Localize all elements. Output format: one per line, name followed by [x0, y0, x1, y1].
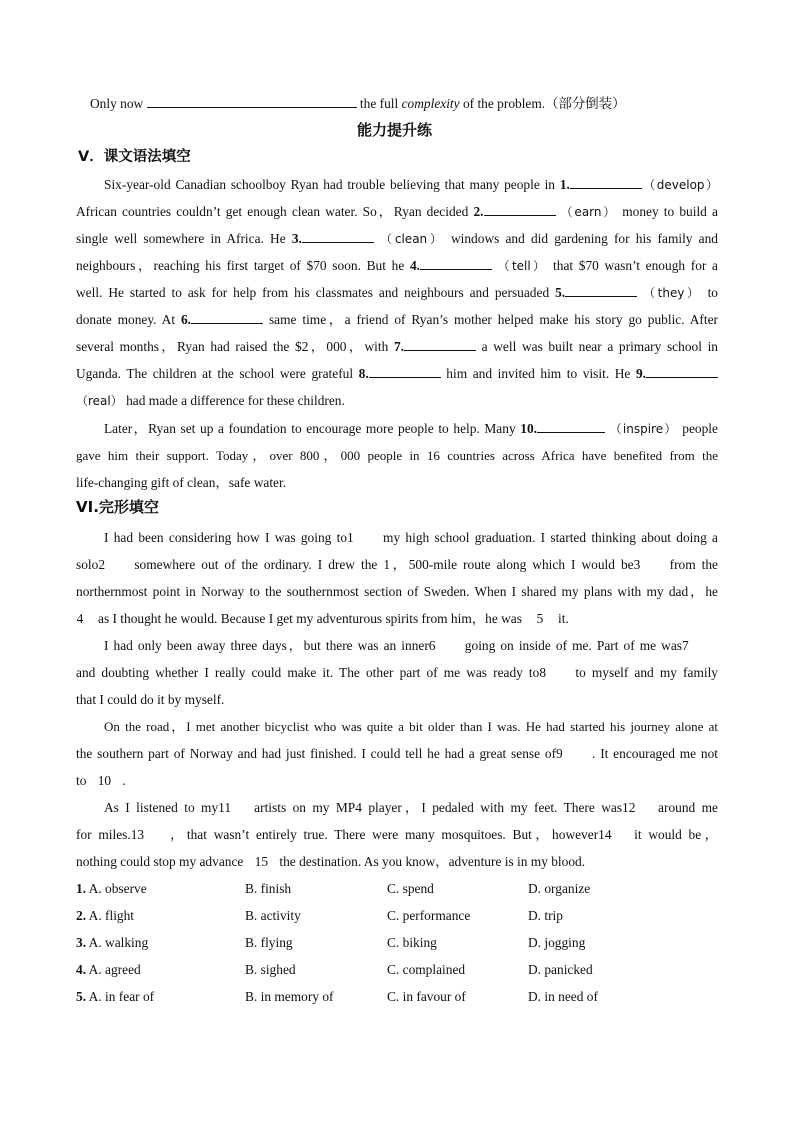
cloze-line: nothing could stop my advance 15 the destination. As you know，adventure is in my blood. [76, 854, 586, 869]
cloze-line: As I listened to my11 artists on my MP4 player，I pedaled with my feet. There was12 around me [104, 800, 719, 815]
cloze-gap[interactable]: 3 [633, 557, 641, 572]
answer-blank-6[interactable] [191, 311, 263, 324]
cloze-gap[interactable]: 6 [428, 638, 436, 653]
option-a[interactable]: 1. A. observe [76, 881, 147, 896]
cloze-line: I had only been away three days，but there was an inner6 going on inside of me. Part of me was7 [104, 637, 718, 655]
option-c[interactable]: C. complained [387, 962, 466, 977]
cloze-gap[interactable]: 4 [76, 611, 84, 626]
cloze-gap[interactable]: 11 [218, 800, 232, 815]
grammar-line: donate money. At 6. same time，a friend of Ryan’s mother helped make his story go public. After [76, 312, 718, 327]
cloze-line: for miles.13 ，that wasn’t entirely true. There were many mosquitoes. But，however14 it would be， [76, 827, 718, 842]
answer-blank-2[interactable] [484, 203, 556, 216]
option-c[interactable]: C. in favour of [387, 989, 466, 1004]
option-a[interactable]: 5. A. in fear of [76, 989, 155, 1004]
answer-blank-9[interactable] [646, 365, 718, 378]
grammar-line: African countries couldn’t get enough clean water. So，Ryan decided 2. （earn） money to build a [76, 204, 718, 219]
option-b[interactable]: B. flying [245, 935, 293, 950]
option-c[interactable]: C. spend [387, 881, 434, 896]
option-b[interactable]: B. in memory of [245, 989, 334, 1004]
cloze-line: On the road，I met another bicyclist who was quite a bit older than I was. He had started his journey alone at [104, 719, 718, 734]
grammar-line: Six-year-old Canadian schoolboy Ryan had trouble believing that many people in 1. （develop） [104, 177, 718, 192]
grammar-line: Uganda. The children at the school were grateful 8. him and invited him to visit. He 9. [76, 365, 718, 383]
cloze-gap[interactable]: 15 [254, 854, 269, 869]
top-sentence: Only now the full complexity of the problem.（部分倒装） [90, 96, 626, 112]
cloze-gap[interactable]: 7 [682, 638, 689, 653]
grammar-line: neighbours，reaching his first target of $70 soon. But he 4. （tell） that $70 wasn’t enough for a [76, 258, 718, 273]
grammar-line: several months，Ryan had raised the $2，000，with 7. a well was built near a primary school in [76, 339, 718, 354]
cloze-line: northernmost point in Norway to the southernmost section of Sweden. When I shared my plans with my dad，he [76, 584, 718, 599]
section-title: 能力提升练 [357, 121, 433, 139]
answer-blank-10[interactable] [537, 420, 605, 433]
answer-blank[interactable] [147, 95, 357, 108]
cloze-gap[interactable]: 5 [536, 611, 544, 626]
cloze-line: that I could do it by myself. [76, 692, 225, 707]
section-vi-heading: VI.完形填空 [76, 498, 159, 516]
answer-blank-8[interactable] [369, 365, 441, 378]
cloze-gap[interactable]: 12 [622, 800, 636, 815]
cloze-line: and doubting whether I really could make it. The other part of me was ready to8 to myself and my family [76, 665, 718, 680]
answer-blank-7[interactable] [404, 338, 476, 351]
cloze-gap[interactable]: 2 [98, 557, 106, 572]
grammar-line: Later，Ryan set up a foundation to encourage more people to help. Many 10. （inspire） people [104, 421, 718, 436]
grammar-line: single well somewhere in Africa. He 3. （clean） windows and did gardening for his family and [76, 231, 718, 246]
option-d[interactable]: D. in need of [528, 989, 598, 1004]
answer-blank-3[interactable] [302, 230, 374, 243]
option-d[interactable]: D. trip [528, 908, 563, 923]
cloze-gap[interactable]: 1 [347, 530, 354, 545]
cloze-gap[interactable]: 10 [97, 773, 112, 788]
grammar-line: well. He started to ask for help from his classmates and neighbours and persuaded 5. （they） to [76, 285, 718, 300]
option-c[interactable]: C. performance [387, 908, 471, 923]
answer-blank-1[interactable] [570, 176, 642, 189]
cloze-gap[interactable]: 8 [539, 665, 547, 680]
option-a[interactable]: 3. A. walking [76, 935, 149, 950]
cloze-line: solo2 somewhere out of the ordinary. I drew the 1，500-mile route along which I would be3 from the [76, 557, 718, 572]
cloze-line: the southern part of Norway and had just finished. I could tell he had a great sense of9 . It encouraged me not [76, 746, 718, 761]
option-a[interactable]: 4. A. agreed [76, 962, 141, 977]
option-b[interactable]: B. activity [245, 908, 301, 923]
grammar-line: （real） had made a difference for these children. [76, 393, 345, 408]
answer-blank-5[interactable] [565, 284, 637, 297]
option-c[interactable]: C. biking [387, 935, 437, 950]
cloze-line: 4 as I thought he would. Because I get my adventurous spirits from him，he was 5 it. [76, 611, 569, 626]
section-v-heading: V．课文语法填空 [78, 149, 191, 165]
cloze-gap[interactable]: 14 [598, 827, 612, 842]
answer-blank-4[interactable] [420, 257, 492, 270]
option-d[interactable]: D. panicked [528, 962, 593, 977]
option-b[interactable]: B. sighed [245, 962, 296, 977]
option-d[interactable]: D. jogging [528, 935, 586, 950]
grammar-line: life-changing gift of clean，safe water. [76, 475, 287, 490]
cloze-line: to 10 . [76, 773, 126, 788]
option-d[interactable]: D. organize [528, 881, 591, 896]
option-b[interactable]: B. finish [245, 881, 292, 896]
cloze-gap[interactable]: 13 [130, 827, 145, 842]
grammar-line: gave him their support. Today，over 800，000 people in 16 countries across Africa have benefited from the [76, 448, 718, 463]
option-a[interactable]: 2. A. flight [76, 908, 135, 923]
cloze-gap[interactable]: 9 [556, 746, 563, 761]
cloze-line: I had been considering how I was going to1 my high school graduation. I started thinking about doing a [104, 530, 718, 545]
